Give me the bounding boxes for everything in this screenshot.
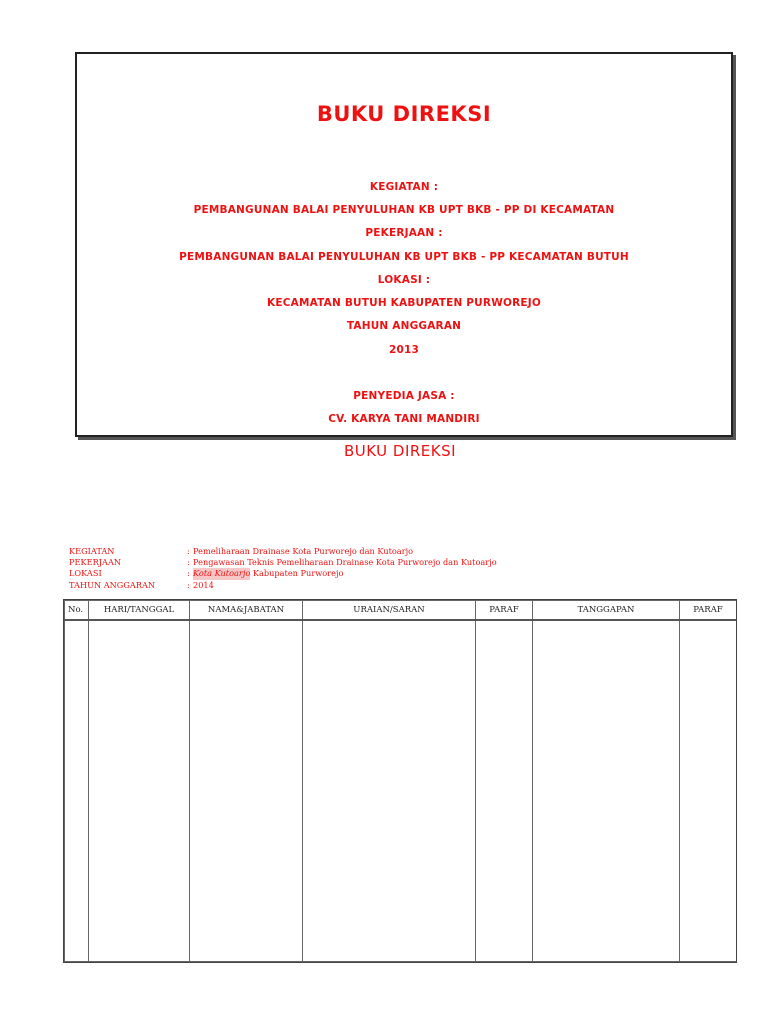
info-row-kegiatan (69, 546, 497, 557)
cover-pekerjaan-label: PEKERJAAN : (365, 227, 443, 239)
info-label: LOKASI (69, 568, 102, 579)
col-header-nama-jabatan: NAMA&JABATAN (190, 601, 303, 621)
table-cell (303, 620, 476, 962)
table-cell (680, 620, 737, 962)
info-value: Pemeliharaan Drainase Kota Purworejo dan Kutoarjo (193, 546, 414, 556)
info-row-lokasi (69, 568, 497, 579)
cover-box (75, 52, 733, 437)
info-sep: : (187, 568, 190, 579)
cover-tahun-label: TAHUN ANGGARAN (346, 320, 462, 332)
cover-pekerjaan-value: PEMBANGUNAN BALAI PENYULUHAN KB UPT BKB - PP KECAMATAN BUTUH (179, 251, 629, 263)
cover-tahun-value: 2013 (388, 344, 420, 356)
col-header-paraf-2: PARAF (680, 601, 737, 621)
info-label: PEKERJAAN (69, 557, 122, 568)
info-label: TAHUN ANGGARAN (69, 579, 156, 590)
info-sep: : (187, 579, 190, 590)
info-label: KEGIATAN (69, 546, 115, 556)
cover-lokasi-value: KECAMATAN BUTUH KABUPATEN PURWOREJO (267, 297, 541, 309)
info-block (69, 546, 497, 591)
table-row (65, 620, 737, 962)
info-value: Kabupaten Purworejo (250, 568, 344, 579)
col-header-hari-tanggal: HARI/TANGGAL (89, 601, 190, 621)
col-header-no: No. (65, 601, 89, 621)
info-value: 2014 (193, 579, 214, 590)
cover-kegiatan-label: KEGIATAN : (369, 181, 439, 193)
table-cell (65, 620, 89, 962)
col-header-paraf: PARAF (476, 601, 533, 621)
table-cell (190, 620, 303, 962)
info-value-highlight: Kota Kutoarjo (193, 568, 251, 579)
cover-penyedia-value: CV. KARYA TANI MANDIRI (328, 413, 480, 425)
subtitle: BUKU DIREKSI (343, 442, 457, 460)
direksi-table (64, 600, 737, 962)
table-cell (533, 620, 680, 962)
col-header-tanggapan: TANGGAPAN (533, 601, 680, 621)
info-row-pekerjaan (69, 557, 497, 568)
col-header-uraian-saran: URAIAN/SARAN (303, 601, 476, 621)
cover-title: BUKU DIREKSI (316, 102, 492, 126)
info-row-tahun (69, 580, 497, 591)
table-cell (476, 620, 533, 962)
table-header-row (65, 601, 737, 621)
info-value: Pengawasan Teknis Pemeliharaan Drainase Kota Purworejo dan Kutoarjo (193, 557, 497, 568)
table-cell (89, 620, 190, 962)
info-sep: : (187, 557, 190, 568)
cover-penyedia-label: PENYEDIA JASA : (353, 390, 455, 402)
cover-lokasi-label: LOKASI : (377, 274, 431, 286)
info-sep: : (187, 546, 190, 556)
cover-kegiatan-value: PEMBANGUNAN BALAI PENYULUHAN KB UPT BKB - PP DI KECAMATAN (193, 204, 615, 216)
